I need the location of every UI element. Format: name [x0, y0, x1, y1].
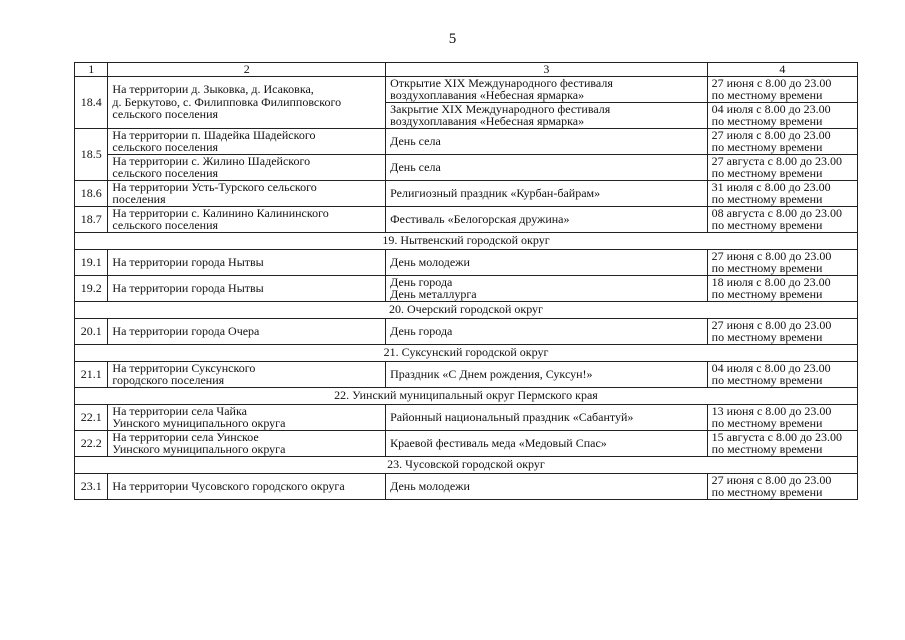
section-title: 22. Уинский муниципальный округ Пермского края	[75, 387, 858, 404]
time-cell	[707, 430, 857, 456]
time-cell	[707, 361, 857, 387]
time-cell	[707, 318, 857, 344]
time-line: 13 июня с 8.00 до 23.00	[711, 403, 832, 418]
territory-line: сельского поселения	[112, 218, 219, 232]
time-line: 31 июля с 8.00 до 23.00	[711, 179, 831, 194]
time-line: по местному времени	[711, 485, 823, 499]
event-line: Фестиваль «Белогорская дружина»	[390, 211, 570, 226]
item-number: 19.2	[75, 275, 108, 301]
event-line: День села	[390, 159, 441, 174]
item-number: 21.1	[75, 361, 108, 387]
header-cell-territory: 2	[108, 63, 386, 77]
time-line: по местному времени	[711, 330, 823, 344]
territory-line: На территории города Нытвы	[112, 254, 264, 269]
territory-cell	[108, 361, 386, 387]
event-line: Праздник «С Днем рождения, Суксун!»	[390, 366, 593, 381]
territory-line: На территории города Очера	[112, 323, 260, 338]
territory-cell	[108, 473, 386, 499]
event-cell	[386, 102, 708, 128]
section-header-row	[75, 456, 858, 473]
event-line: День металлурга	[390, 287, 477, 301]
time-cell	[707, 275, 857, 301]
event-line: Религиозный праздник «Курбан-байрам»	[390, 185, 601, 200]
event-line: День города	[390, 323, 453, 338]
event-cell	[386, 128, 708, 154]
territory-line: На территории Суксунского	[112, 360, 256, 375]
time-line: по местному времени	[711, 287, 823, 301]
event-cell	[386, 206, 708, 232]
time-line: по местному времени	[711, 88, 823, 102]
event-line: День села	[390, 133, 441, 148]
time-line: 15 августа с 8.00 до 23.00	[711, 429, 843, 444]
event-cell	[386, 249, 708, 275]
item-number: 18.4	[75, 76, 108, 128]
territory-line: На территории д. Зыковка, д. Исаковка,	[112, 82, 314, 97]
time-line: по местному времени	[711, 114, 823, 128]
territory-line: На территории Усть-Турского сельского	[112, 179, 317, 194]
event-line: воздухоплавания «Небесная ярмарка»	[390, 114, 585, 128]
event-line: воздухоплавания «Небесная ярмарка»	[390, 88, 585, 102]
section-header-row	[75, 387, 858, 404]
section-header-row	[75, 301, 858, 318]
territory-cell	[108, 404, 386, 430]
event-line: День молодежи	[390, 254, 470, 269]
table-row	[75, 275, 858, 301]
time-cell	[707, 404, 857, 430]
territory-line: На территории села Чайка	[112, 403, 247, 418]
time-line: 04 июля с 8.00 до 23.00	[711, 360, 831, 375]
table-row	[75, 206, 858, 232]
territory-line: На территории п. Шадейка Шадейского	[112, 127, 316, 142]
table-row	[75, 180, 858, 206]
event-cell	[386, 275, 708, 301]
event-line: Закрытие XIX Международного фестиваля	[390, 101, 611, 116]
table-row	[75, 128, 858, 154]
time-line: 04 июля с 8.00 до 23.00	[711, 101, 831, 116]
events-table	[74, 62, 858, 500]
time-line: по местному времени	[711, 192, 823, 206]
table-row	[75, 473, 858, 499]
time-line: 27 июля с 8.00 до 23.00	[711, 127, 831, 142]
event-cell	[386, 430, 708, 456]
event-cell	[386, 361, 708, 387]
territory-line: сельского поселения	[112, 166, 219, 180]
item-number: 22.2	[75, 430, 108, 456]
event-line: День города	[390, 274, 453, 289]
event-line: День молодежи	[390, 478, 470, 493]
section-title: 21. Суксунский городской округ	[75, 344, 858, 361]
page-number: 5	[448, 31, 457, 47]
item-number: 18.7	[75, 206, 108, 232]
time-line: 27 июня с 8.00 до 23.00	[711, 317, 832, 332]
territory-line: сельского поселения	[112, 107, 219, 122]
section-header-row	[75, 232, 858, 249]
event-cell	[386, 180, 708, 206]
territory-line: д. Беркутово, с. Филипповка Филипповского	[112, 94, 342, 109]
table-row	[75, 249, 858, 275]
item-number: 22.1	[75, 404, 108, 430]
event-cell	[386, 473, 708, 499]
territory-line: Уинского муниципального округа	[112, 416, 286, 430]
time-line: по местному времени	[711, 218, 823, 232]
time-line: 18 июля с 8.00 до 23.00	[711, 274, 831, 289]
time-line: по местному времени	[711, 140, 823, 154]
time-line: 08 августа с 8.00 до 23.00	[711, 205, 843, 220]
territory-cell	[108, 275, 386, 301]
territory-cell	[108, 76, 386, 128]
table-row	[75, 430, 858, 456]
event-line: Краевой фестиваль меда «Медовый Спас»	[390, 435, 607, 450]
header-cell-time: 4	[707, 63, 857, 77]
table-row	[75, 76, 858, 102]
events-table-body	[75, 63, 858, 500]
time-cell	[707, 206, 857, 232]
item-number: 20.1	[75, 318, 108, 344]
time-line: по местному времени	[711, 442, 823, 456]
territory-line: На территории с. Жилино Шадейского	[112, 153, 311, 168]
item-number: 18.6	[75, 180, 108, 206]
time-cell	[707, 102, 857, 128]
table-row	[75, 154, 858, 180]
event-line: Открытие XIX Международного фестиваля	[390, 75, 613, 90]
territory-line: На территории с. Калинино Калининского	[112, 205, 329, 220]
table-row	[75, 404, 858, 430]
time-cell	[707, 180, 857, 206]
time-cell	[707, 154, 857, 180]
territory-cell	[108, 249, 386, 275]
header-cell-event: 3	[386, 63, 708, 77]
time-line: 27 июня с 8.00 до 23.00	[711, 248, 832, 263]
time-cell	[707, 249, 857, 275]
event-line: Районный национальный праздник «Сабантуй»	[390, 409, 634, 424]
territory-line: поселения	[112, 192, 166, 206]
event-cell	[386, 154, 708, 180]
time-cell	[707, 128, 857, 154]
time-line: по местному времени	[711, 261, 823, 275]
event-cell	[386, 318, 708, 344]
time-line: 27 июня с 8.00 до 23.00	[711, 75, 832, 90]
item-number: 19.1	[75, 249, 108, 275]
header-cell-number: 1	[75, 63, 108, 77]
time-line: по местному времени	[711, 416, 823, 430]
territory-cell	[108, 318, 386, 344]
territory-cell	[108, 154, 386, 180]
event-cell	[386, 404, 708, 430]
territory-line: Уинского муниципального округа	[112, 442, 286, 456]
item-number: 18.5	[75, 128, 108, 180]
section-title: 20. Очерский городской округ	[75, 301, 858, 318]
territory-line: сельского поселения	[112, 140, 219, 154]
territory-line: городского поселения	[112, 373, 225, 387]
territory-cell	[108, 180, 386, 206]
item-number: 23.1	[75, 473, 108, 499]
territory-cell	[108, 430, 386, 456]
table-row	[75, 318, 858, 344]
territory-line: На территории города Нытвы	[112, 280, 264, 295]
time-line: по местному времени	[711, 166, 823, 180]
time-line: 27 августа с 8.00 до 23.00	[711, 153, 843, 168]
territory-cell	[108, 206, 386, 232]
time-cell	[707, 473, 857, 499]
territory-line: На территории Чусовского городского округа	[112, 478, 345, 493]
event-cell	[386, 76, 708, 102]
time-line: по местному времени	[711, 373, 823, 387]
section-title: 23. Чусовской городской округ	[75, 456, 858, 473]
time-cell	[707, 76, 857, 102]
header-row	[75, 63, 858, 77]
territory-cell	[108, 128, 386, 154]
table-row	[75, 361, 858, 387]
section-header-row	[75, 344, 858, 361]
territory-line: На территории села Уинское	[112, 429, 259, 444]
section-title: 19. Нытвенский городской округ	[75, 232, 858, 249]
time-line: 27 июня с 8.00 до 23.00	[711, 472, 832, 487]
